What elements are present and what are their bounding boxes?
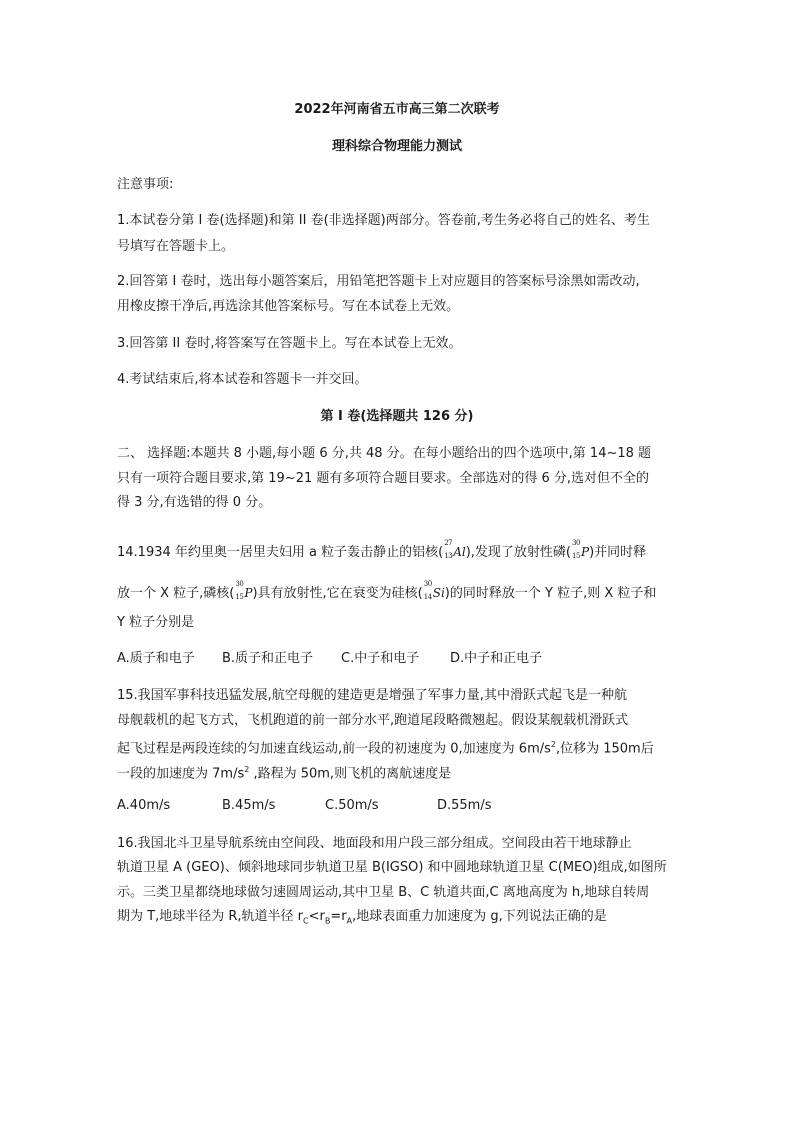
notice-item-1-line-1: 1.本试卷分第 I 卷(选择题)和第 II 卷(非选择题)两部分。答卷前,考生务必将自己的姓名、考生 <box>117 213 650 228</box>
q14-option-a: A.质子和电子 <box>117 651 195 666</box>
q15-options <box>117 798 687 814</box>
q15-line-3: 起飞过程是两段连续的匀加速直线运动,前一段的初速度为 0,加速度为 $6m/s^2$,位移为 150m后 <box>117 740 654 757</box>
notice-item-1-line-2: 号填写在答题卡上。 <box>117 239 235 254</box>
section-intro-line-3: 得 3 分,有选错的得 0 分。 <box>117 495 272 510</box>
silicon-nuclide: 30 14 Si <box>423 580 445 601</box>
q14-line-1: 14.1934 年约里奥一居里夫妇用 a 粒子轰击静止的铝核( 27 13 Al),发现了放射性磷( 30 15 P)并同时释 <box>117 539 647 560</box>
q15-option-d: D.55m/s <box>437 798 492 813</box>
notice-item-4: 4.考试结束后,将本试卷和答题卡一并交回。 <box>117 372 368 387</box>
q16-line-1: 16.我国北斗卫星导航系统由空间段、地面段和用户段三部分组成。空间段由若干地球静止 <box>117 836 632 851</box>
notice-item-2-line-1: 2.回答第 I 卷时，选出每小题答案后，用铅笔把答题卡上对应题目的答案标号涂黑如需改动, <box>117 274 640 289</box>
section-title: 第 I 卷(选择题共 126 分) <box>320 409 474 424</box>
section-intro-line-1: 二、 选择题:本题共 8 小题,每小题 6 分,共 48 分。在每小题给出的四个选项中,第 14~18 题 <box>117 446 652 461</box>
phosphorus-nuclide-2: 30 15 P <box>235 580 253 601</box>
q14-option-c: C.中子和电子 <box>341 651 420 666</box>
q16-line-2: 轨道卫星 A (GEO)、倾斜地球同步轨道卫星 B(IGSO) 和中圆地球轨道卫星 C(MEO)组成,如图所 <box>117 860 667 875</box>
aluminum-nuclide: 27 13 Al <box>444 539 466 560</box>
q15-option-a: A.40m/s <box>117 798 171 813</box>
section-intro-line-2: 只有一项符合题目要求,第 19~21 题有多项符合题目要求。全部选对的得 6 分,选对但不全的 <box>117 471 650 486</box>
q15-line-1: 15.我国军事科技迅猛发展,航空母舰的建造更是增强了军事力量,其中滑跃式起飞是一种航 <box>117 688 627 703</box>
q14-line-3: Y 粒子分别是 <box>117 615 195 630</box>
q15-option-c: C.50m/s <box>325 798 379 813</box>
notice-heading: 注意事项: <box>117 177 174 192</box>
q15-option-b: B.45m/s <box>222 798 276 813</box>
phosphorus-nuclide: 30 15 P <box>572 539 590 560</box>
q16-line-4: 期为 T,地球半径为 R,轨道半径 $r_C<r_B=r_A$,地球表面重力加速度为 g,下列说法正确的是 <box>117 909 607 926</box>
exam-title: 2022年河南省五市高三第二次联考 <box>294 102 500 117</box>
q14-option-d: D.中子和正电子 <box>450 651 543 666</box>
notice-item-3: 3.回答第 II 卷时,将答案写在答题卡上。写在本试卷上无效。 <box>117 336 462 351</box>
exam-subtitle: 理科综合物理能力测试 <box>331 139 462 154</box>
q16-line-3: 示。三类卫星都绕地球做匀速圆周运动,其中卫星 B、C 轨道共面,C 离地高度为 h,地球自转周 <box>117 885 650 900</box>
q15-line-2: 母舰载机的起飞方式，飞机跑道的前一部分水平,跑道尾段略微翘起。假设某舰载机滑跃式 <box>117 713 629 728</box>
q14-line-2: 放一个 X 粒子,磷核( 30 15 P)具有放射性,它在衰变为硅核( 30 14 Si)的同时释放一个 Y 粒子,则 X 粒子和 <box>117 580 657 601</box>
q14-option-b: B.质子和正电子 <box>222 651 314 666</box>
q15-line-4: 一段的加速度为 $7m/s^2$ ,路程为 50m,则飞机的离航速度是 <box>117 765 452 782</box>
notice-item-2-line-2: 用橡皮擦干净后,再选涂其他答案标号。写在本试卷上无效。 <box>117 299 460 314</box>
q14-options <box>117 651 687 667</box>
